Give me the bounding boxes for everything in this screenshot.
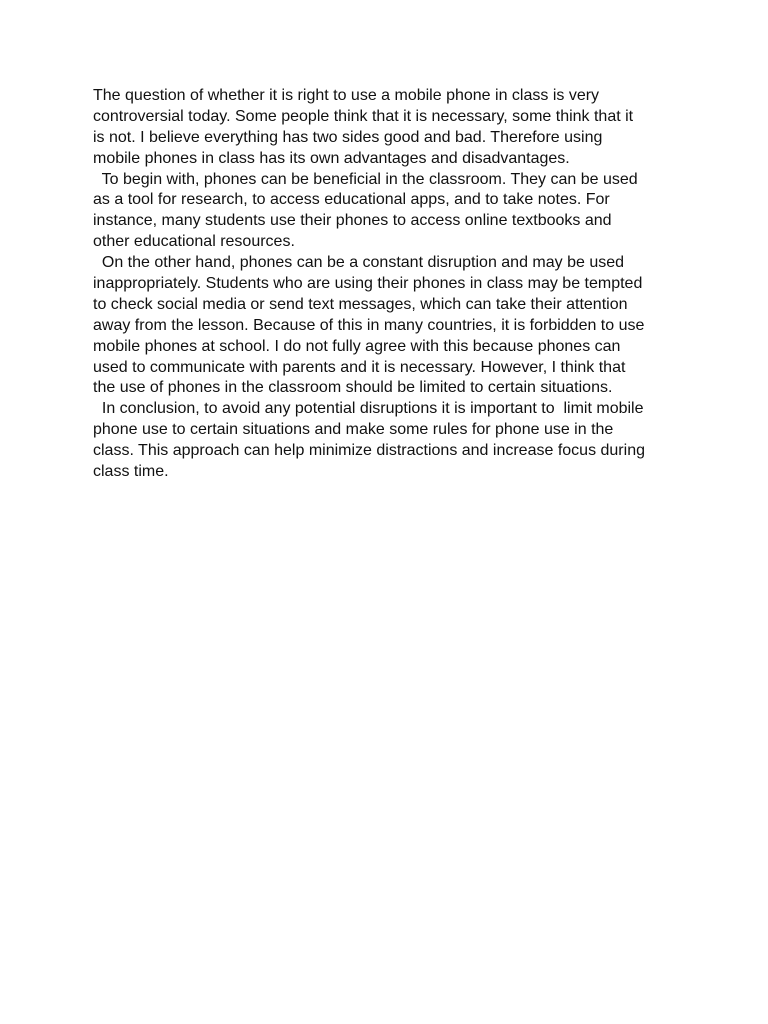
essay-line: phone use to certain situations and make some rules for phone use in the xyxy=(93,421,614,439)
essay-line: In conclusion, to avoid any potential disruptions it is important to limit mobile xyxy=(93,400,644,418)
essay-line: class time. xyxy=(93,463,169,481)
essay-line: controversial today. Some people think that it is necessary, some think that it xyxy=(93,107,634,125)
essay-line: mobile phones at school. I do not fully agree with this because phones can xyxy=(93,337,621,355)
essay-line: used to communicate with parents and it is necessary. However, I think that xyxy=(93,358,626,376)
essay-line: is not. I believe everything has two sides good and bad. Therefore using xyxy=(93,128,603,146)
essay-line: The question of whether it is right to use a mobile phone in class is very xyxy=(93,87,600,104)
essay-line: as a tool for research, to access educational apps, and to take notes. For xyxy=(93,191,610,209)
essay-line: the use of phones in the classroom should be limited to certain situations. xyxy=(93,379,613,397)
essay-body xyxy=(93,86,683,483)
essay-line: instance, many students use their phones to access online textbooks and xyxy=(93,212,612,230)
essay-line: other educational resources. xyxy=(93,233,295,251)
essay-line: inappropriately. Students who are using their phones in class may be tempted xyxy=(93,275,643,293)
essay-line: mobile phones in class has its own advantages and disadvantages. xyxy=(93,149,570,167)
essay-line: On the other hand, phones can be a constant disruption and may be used xyxy=(93,254,625,272)
essay-line: class. This approach can help minimize distractions and increase focus during xyxy=(93,442,645,460)
essay-line: To begin with, phones can be beneficial in the classroom. They can be used xyxy=(93,170,638,188)
essay-line: to check social media or send text messages, which can take their attention xyxy=(93,295,628,313)
essay-line: away from the lesson. Because of this in many countries, it is forbidden to use xyxy=(93,316,645,334)
